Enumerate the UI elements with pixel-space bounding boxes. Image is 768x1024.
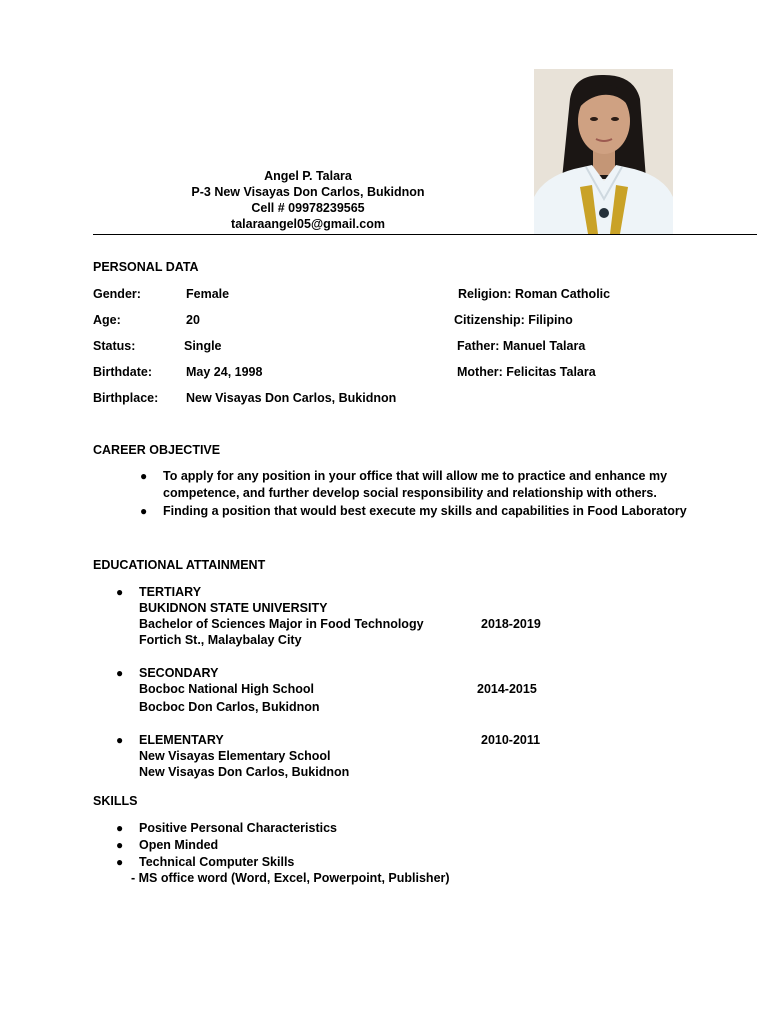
skill-item-3: Technical Computer Skills bbox=[139, 855, 295, 869]
label-age: Age: bbox=[93, 313, 121, 327]
edu-tertiary-school: BUKIDNON STATE UNIVERSITY bbox=[139, 601, 328, 615]
skill-item-2: Open Minded bbox=[139, 838, 219, 852]
value-age: 20 bbox=[186, 313, 200, 327]
edu-elementary-level: ELEMENTARY bbox=[139, 733, 224, 747]
value-mother: Mother: Felicitas Talara bbox=[457, 365, 596, 379]
skill-item-1: Positive Personal Characteristics bbox=[139, 821, 338, 835]
candidate-cell: Cell # 09978239565 bbox=[251, 201, 365, 215]
skill-sub-item: - MS office word (Word, Excel, Powerpoint, Publisher) bbox=[131, 871, 450, 885]
profile-photo bbox=[534, 69, 673, 234]
edu-secondary-school: Bocboc National High School bbox=[139, 682, 315, 696]
profile-photo-portrait bbox=[534, 69, 673, 234]
edu-tertiary-course: Bachelor of Sciences Major in Food Technology bbox=[139, 617, 424, 631]
edu-elementary-school: New Visayas Elementary School bbox=[139, 749, 331, 763]
candidate-name: Angel P. Talara bbox=[264, 169, 352, 183]
value-birthdate: May 24, 1998 bbox=[186, 365, 263, 379]
candidate-address: P-3 New Visayas Don Carlos, Bukidnon bbox=[191, 185, 425, 199]
candidate-email: talaraangel05@gmail.com bbox=[231, 217, 385, 231]
bullet-icon: ● bbox=[140, 504, 148, 518]
section-heading-skills: SKILLS bbox=[93, 794, 138, 808]
career-objective-1-line1: To apply for any position in your office that will allow me to practice and enhance my bbox=[163, 469, 668, 483]
label-status: Status: bbox=[93, 339, 136, 353]
value-citizenship: Citizenship: Filipino bbox=[454, 313, 573, 327]
bullet-icon: ● bbox=[116, 666, 124, 680]
value-birthplace: New Visayas Don Carlos, Bukidnon bbox=[186, 391, 397, 405]
career-objective-1-line2: competence, and further develop social responsibility and relationship with others. bbox=[163, 486, 657, 500]
section-heading-personal: PERSONAL DATA bbox=[93, 260, 199, 274]
edu-secondary-level: SECONDARY bbox=[139, 666, 219, 680]
label-birthdate: Birthdate: bbox=[93, 365, 153, 379]
bullet-icon: ● bbox=[116, 855, 124, 869]
value-father: Father: Manuel Talara bbox=[457, 339, 586, 353]
value-religion: Religion: Roman Catholic bbox=[458, 287, 611, 301]
bullet-icon: ● bbox=[116, 733, 124, 747]
edu-tertiary-location: Fortich St., Malaybalay City bbox=[139, 633, 302, 647]
edu-tertiary-years: 2018-2019 bbox=[481, 617, 541, 631]
label-birthplace: Birthplace: bbox=[93, 391, 159, 405]
edu-tertiary-level: TERTIARY bbox=[139, 585, 202, 599]
section-heading-career: CAREER OBJECTIVE bbox=[93, 443, 221, 457]
edu-elementary-years: 2010-2011 bbox=[481, 733, 541, 747]
value-gender: Female bbox=[186, 287, 230, 301]
label-gender: Gender: bbox=[93, 287, 141, 301]
bullet-icon: ● bbox=[116, 585, 124, 599]
edu-secondary-location: Bocboc Don Carlos, Bukidnon bbox=[139, 700, 320, 714]
edu-elementary-location: New Visayas Don Carlos, Bukidnon bbox=[139, 765, 350, 779]
bullet-icon: ● bbox=[140, 469, 148, 483]
career-objective-2: Finding a position that would best execute my skills and capabilities in Food Laboratory bbox=[163, 504, 687, 518]
bullet-icon: ● bbox=[116, 821, 124, 835]
edu-secondary-years: 2014-2015 bbox=[477, 682, 537, 696]
header-divider bbox=[93, 234, 757, 235]
section-heading-education: EDUCATIONAL ATTAINMENT bbox=[93, 558, 266, 572]
bullet-icon: ● bbox=[116, 838, 124, 852]
value-status: Single bbox=[184, 339, 222, 353]
